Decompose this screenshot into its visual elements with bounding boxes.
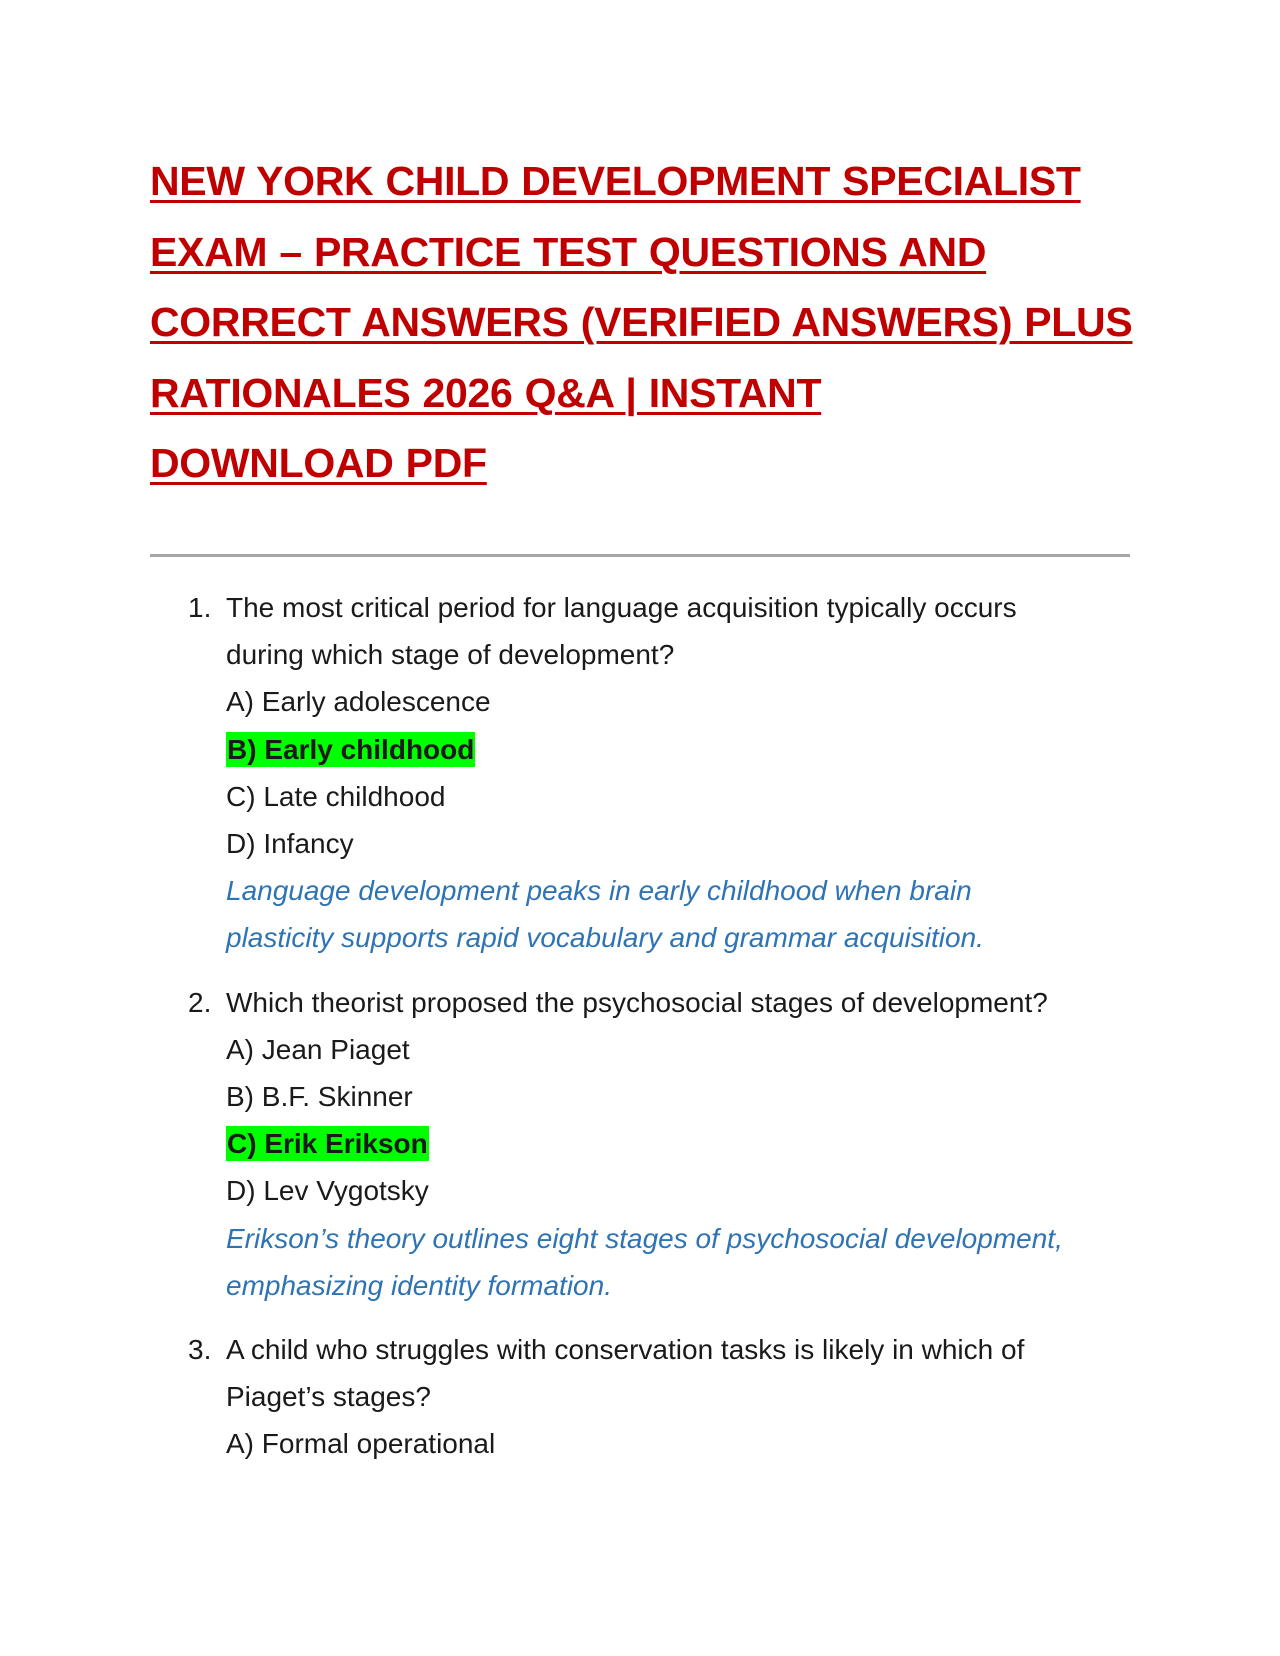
question-1 <box>188 584 1138 962</box>
question-text: A child who struggles with conservation tasks is likely in which of <box>226 1334 1025 1366</box>
document-title <box>150 146 1133 499</box>
answer-highlight: B) Early childhood <box>227 733 475 765</box>
answer-option: A) Formal operational <box>226 1428 496 1460</box>
question-3 <box>188 1326 1138 1468</box>
answer-option: A) Early adolescence <box>226 686 491 718</box>
answer-option: C) Late childhood <box>226 780 446 812</box>
question-number: 3. <box>188 1334 212 1366</box>
answer-option: B) B.F. Skinner <box>226 1081 413 1113</box>
question-number: 2. <box>188 986 212 1018</box>
question-2 <box>188 979 1138 1309</box>
answer-option: D) Lev Vygotsky <box>226 1175 429 1207</box>
answer-option: A) Jean Piaget <box>226 1033 410 1065</box>
rationale-text: emphasizing identity formation. <box>226 1269 612 1301</box>
answer-option: D) Infancy <box>226 828 354 860</box>
title-line: DOWNLOAD PDF <box>150 440 487 486</box>
correct-answer-option <box>226 726 1138 773</box>
question-text: The most critical period for language acquisition typically occurs <box>226 592 1017 623</box>
rationale-text: Language development peaks in early childhood when brain <box>226 875 972 907</box>
title-line: RATIONALES 2026 Q&A | INSTANT <box>150 369 822 416</box>
title-line: CORRECT ANSWERS (VERIFIED ANSWERS) PLUS <box>150 299 1133 345</box>
correct-answer-option <box>226 1120 1138 1167</box>
title-line: EXAM – PRACTICE TEST QUESTIONS AND <box>150 228 987 275</box>
title-line: NEW YORK CHILD DEVELOPMENT SPECIALIST <box>150 158 1081 204</box>
question-text: Which theorist proposed the psychosocial stages of development? <box>226 986 1048 1018</box>
document-header <box>150 146 1133 499</box>
question-list <box>188 584 1138 1485</box>
rationale-text: Erikson’s theory outlines eight stages of psychosocial development, <box>226 1222 1063 1254</box>
question-text: Piaget’s stages? <box>226 1381 431 1413</box>
horizontal-divider <box>150 554 1130 557</box>
question-number: 1. <box>188 592 212 623</box>
rationale-text: plasticity supports rapid vocabulary and grammar acquisition. <box>226 922 984 954</box>
question-text: during which stage of development? <box>226 639 675 671</box>
answer-highlight: C) Erik Erikson <box>227 1128 428 1160</box>
